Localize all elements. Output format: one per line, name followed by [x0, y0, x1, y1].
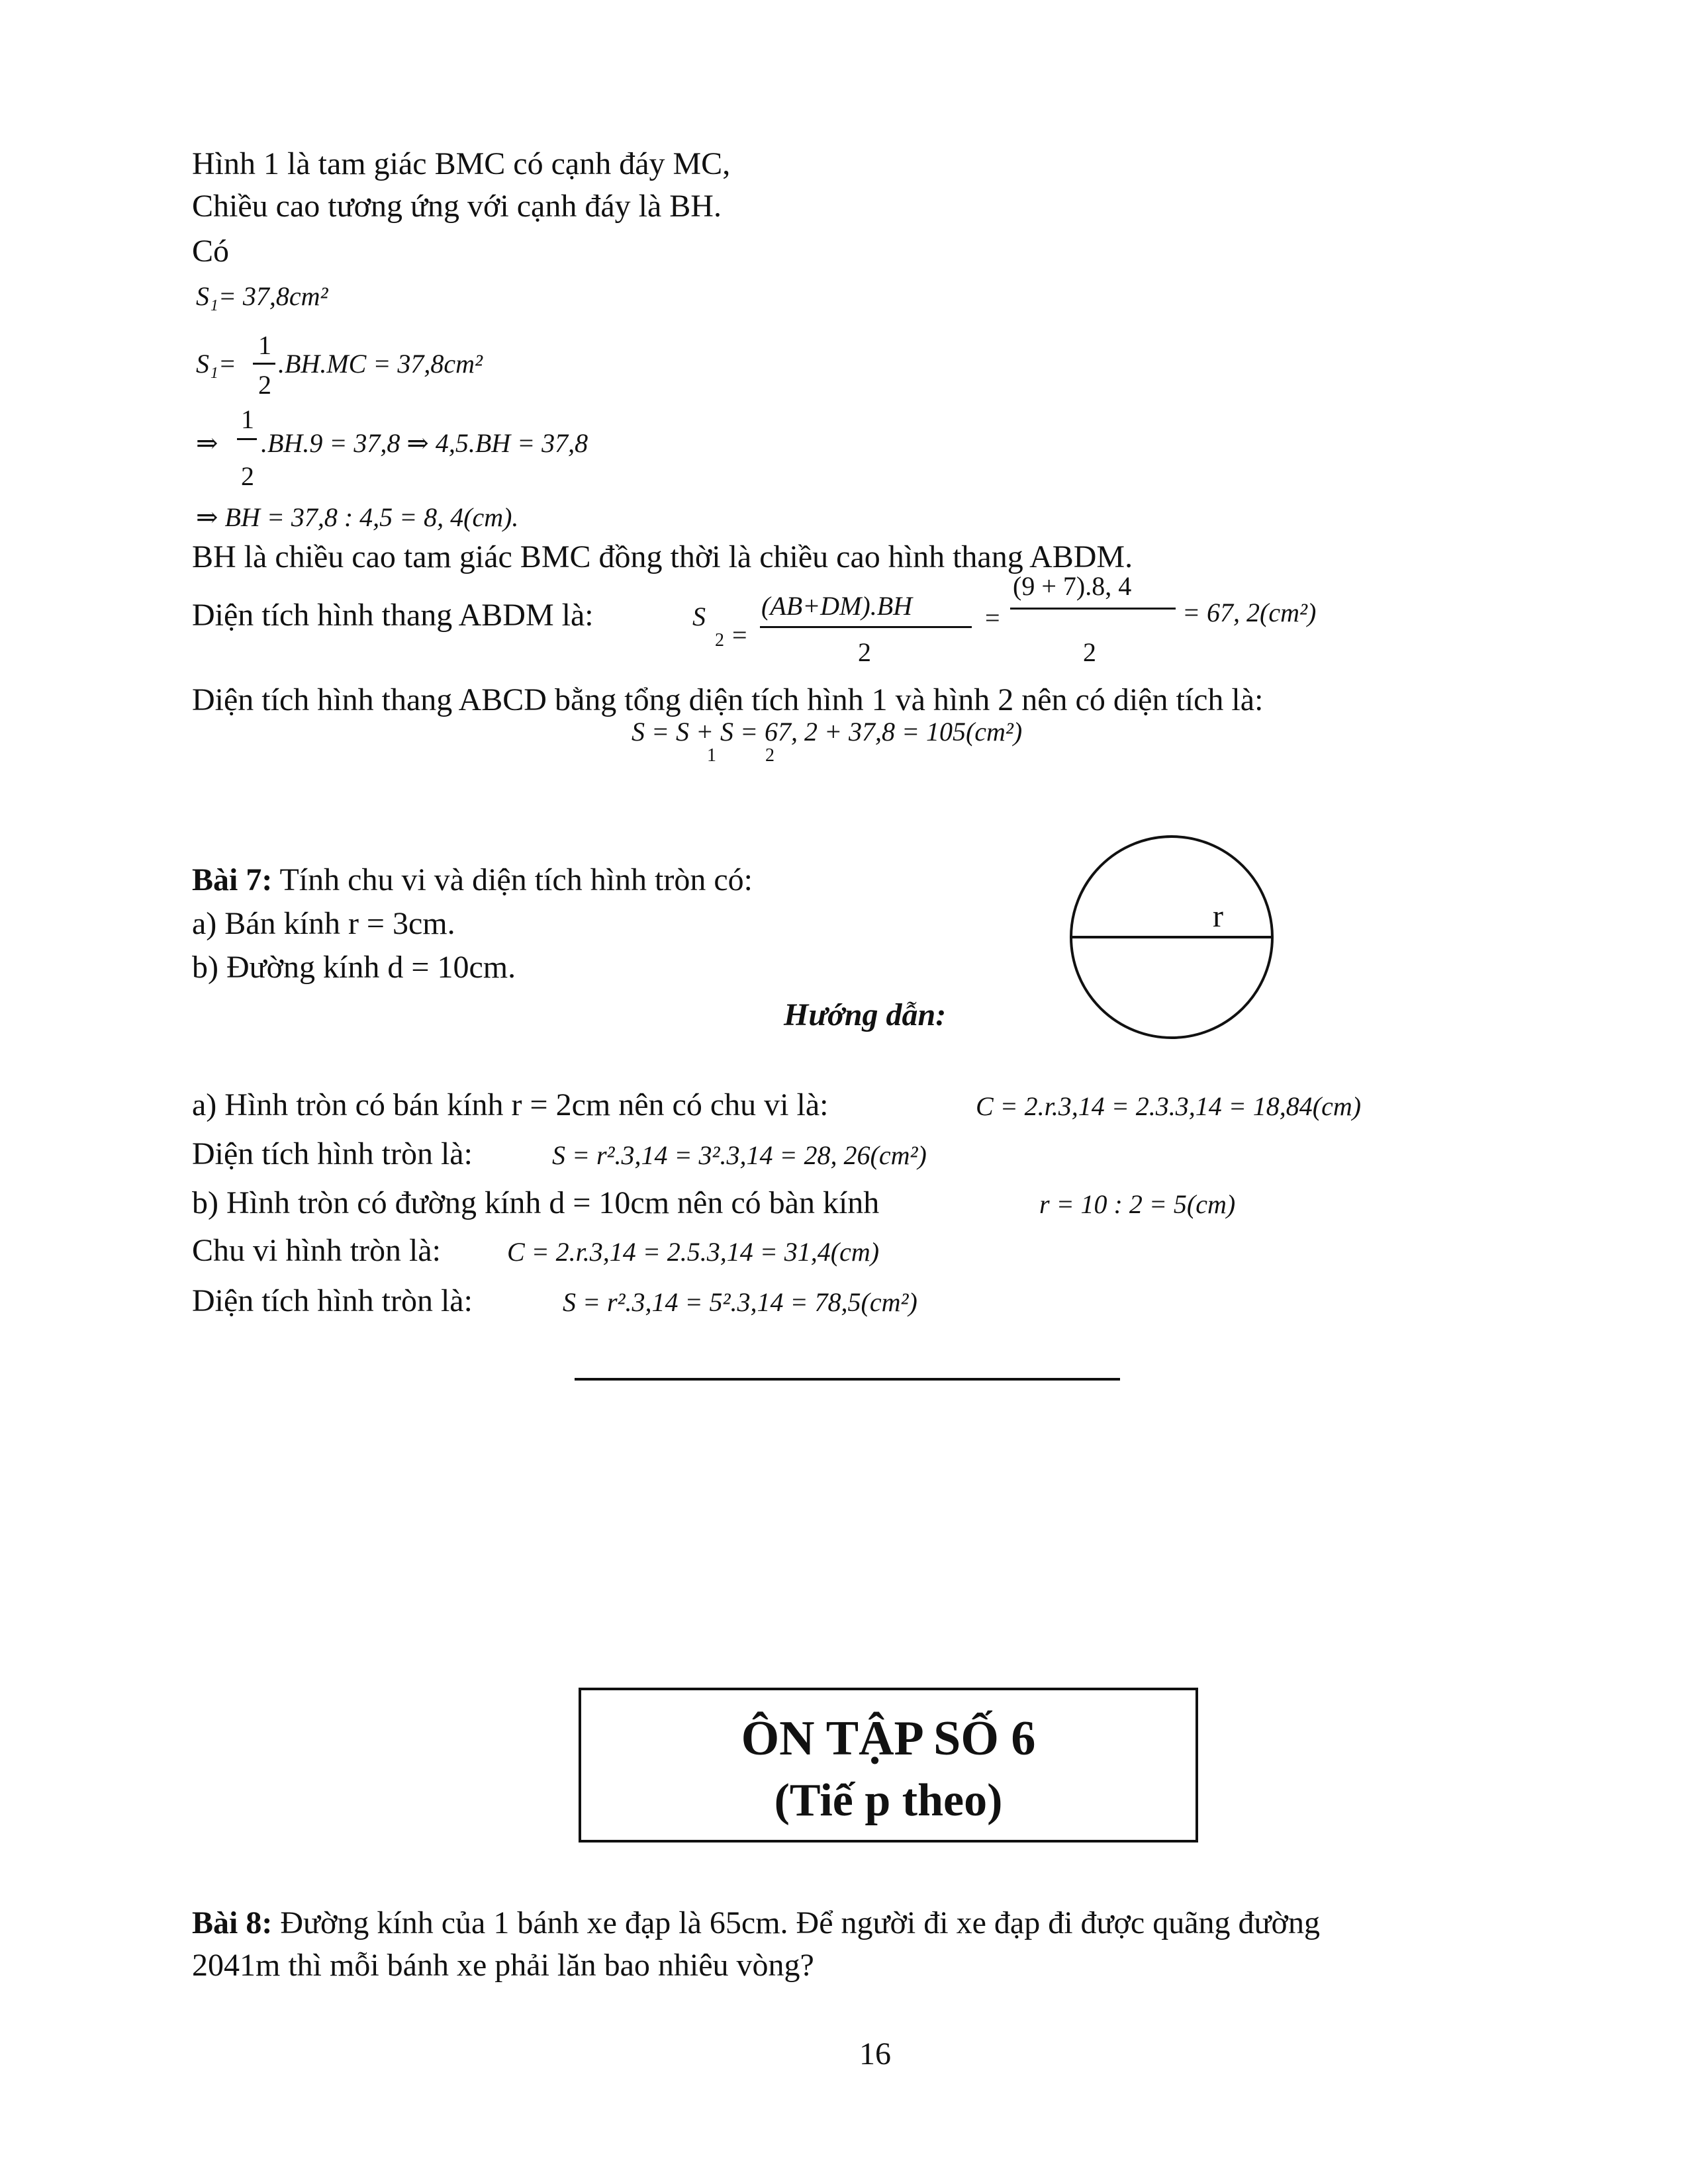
fraction-bar	[1010, 608, 1176, 610]
exercise-8-line: 2041m thì mỗi bánh xe phải lăn bao nhiêu vòng?	[192, 1948, 814, 1983]
text-line: Diện tích hình thang ABCD bằng tổng diện tích hình 1 và hình 2 nên có diện tích là:	[192, 682, 1264, 717]
equation-s2-subscript: 2	[715, 630, 724, 651]
circle-diagram	[1059, 831, 1284, 1043]
fraction-numerator: 1	[258, 330, 271, 360]
text-line: Hình 1 là tam giác BMC có cạnh đáy MC,	[192, 146, 731, 181]
exercise-text: Đường kính của 1 bánh xe đạp là 65cm. Để người đi xe đạp đi được quãng đường	[272, 1905, 1320, 1940]
equation-s2-symbol: S	[692, 602, 706, 631]
equation: S = r².3,14 = 5².3,14 = 78,5(cm²)	[563, 1287, 917, 1317]
solution-line: Chu vi hình tròn là:	[192, 1233, 441, 1268]
equation-s-total: S = S + S = 67, 2 + 37,8 = 105(cm²)	[632, 717, 1023, 747]
fraction-numerator: (AB+DM).BH	[761, 591, 913, 621]
fraction-bar	[253, 363, 275, 365]
exercise-text: Tính chu vi và diện tích hình tròn có:	[272, 862, 753, 897]
equation: C = 2.r.3,14 = 2.3.3,14 = 18,84(cm)	[976, 1091, 1362, 1121]
equation-s1-formula-rest: .BH.MC = 37,8cm²	[278, 349, 483, 379]
equation-s1-formula: S₁=	[196, 349, 236, 379]
fraction-denominator: 2	[241, 461, 254, 491]
exercise-label: Bài 7:	[192, 862, 273, 897]
text-line: Chiều cao tương ứng với cạnh đáy là BH.	[192, 189, 722, 224]
equals-sign: =	[985, 603, 1000, 633]
exercise-7-heading	[192, 864, 753, 896]
equation: r = 10 : 2 = 5(cm)	[1039, 1189, 1236, 1219]
section-title: ÔN TẬP SỐ 6	[741, 1711, 1036, 1766]
section-title-box	[579, 1688, 1198, 1843]
equation: S = r².3,14 = 3².3,14 = 28, 26(cm²)	[552, 1140, 927, 1170]
text-line: Có	[192, 234, 230, 269]
fraction-numerator: (9 + 7).8, 4	[1013, 571, 1132, 601]
implies-symbol: ⇒	[196, 428, 218, 458]
solution-line: a) Hình tròn có bán kính r = 2cm nên có chu vi là:	[192, 1087, 829, 1122]
solution-line: b) Hình tròn có đường kính d = 10cm nên có bàn kính	[192, 1185, 880, 1220]
fraction-denominator: 2	[1083, 637, 1096, 667]
text-line: BH là chiều cao tam giác BMC đồng thời là chiều cao hình thang ABDM.	[192, 539, 1133, 574]
exercise-8-line	[192, 1907, 1320, 1939]
solution-line: Diện tích hình tròn là:	[192, 1136, 473, 1171]
fraction-denominator: 2	[258, 370, 271, 400]
equation-s-total-subscript: 1	[707, 745, 716, 766]
equation-s2-result: = 67, 2(cm²)	[1182, 598, 1317, 627]
equation-s1: S₁= 37,8cm²	[196, 281, 328, 311]
divider	[575, 1378, 1120, 1381]
fraction-bar	[237, 438, 257, 440]
exercise-label: Bài 8:	[192, 1905, 273, 1940]
exercise-7-part-b: b) Đường kính d = 10cm.	[192, 950, 516, 985]
section-subtitle: (Tiế p theo)	[774, 1775, 1003, 1826]
equation-bh-result: ⇒ BH = 37,8 : 4,5 = 8, 4(cm).	[196, 502, 519, 532]
guide-heading: Hướng dẫn:	[784, 997, 947, 1032]
fraction-bar	[760, 626, 972, 628]
exercise-7-part-a: a) Bán kính r = 3cm.	[192, 906, 455, 941]
radius-label: r	[1213, 899, 1223, 934]
equals-sign: =	[732, 620, 747, 650]
equation-bh: .BH.9 = 37,8 ⇒ 4,5.BH = 37,8	[261, 428, 588, 458]
equation: C = 2.r.3,14 = 2.5.3,14 = 31,4(cm)	[507, 1237, 880, 1267]
page-number: 16	[859, 2036, 891, 2071]
solution-line: Diện tích hình tròn là:	[192, 1283, 473, 1318]
fraction-numerator: 1	[241, 404, 254, 434]
text-line: Diện tích hình thang ABDM là:	[192, 598, 594, 633]
fraction-denominator: 2	[858, 637, 871, 667]
equation-s-total-subscript: 2	[765, 745, 774, 766]
